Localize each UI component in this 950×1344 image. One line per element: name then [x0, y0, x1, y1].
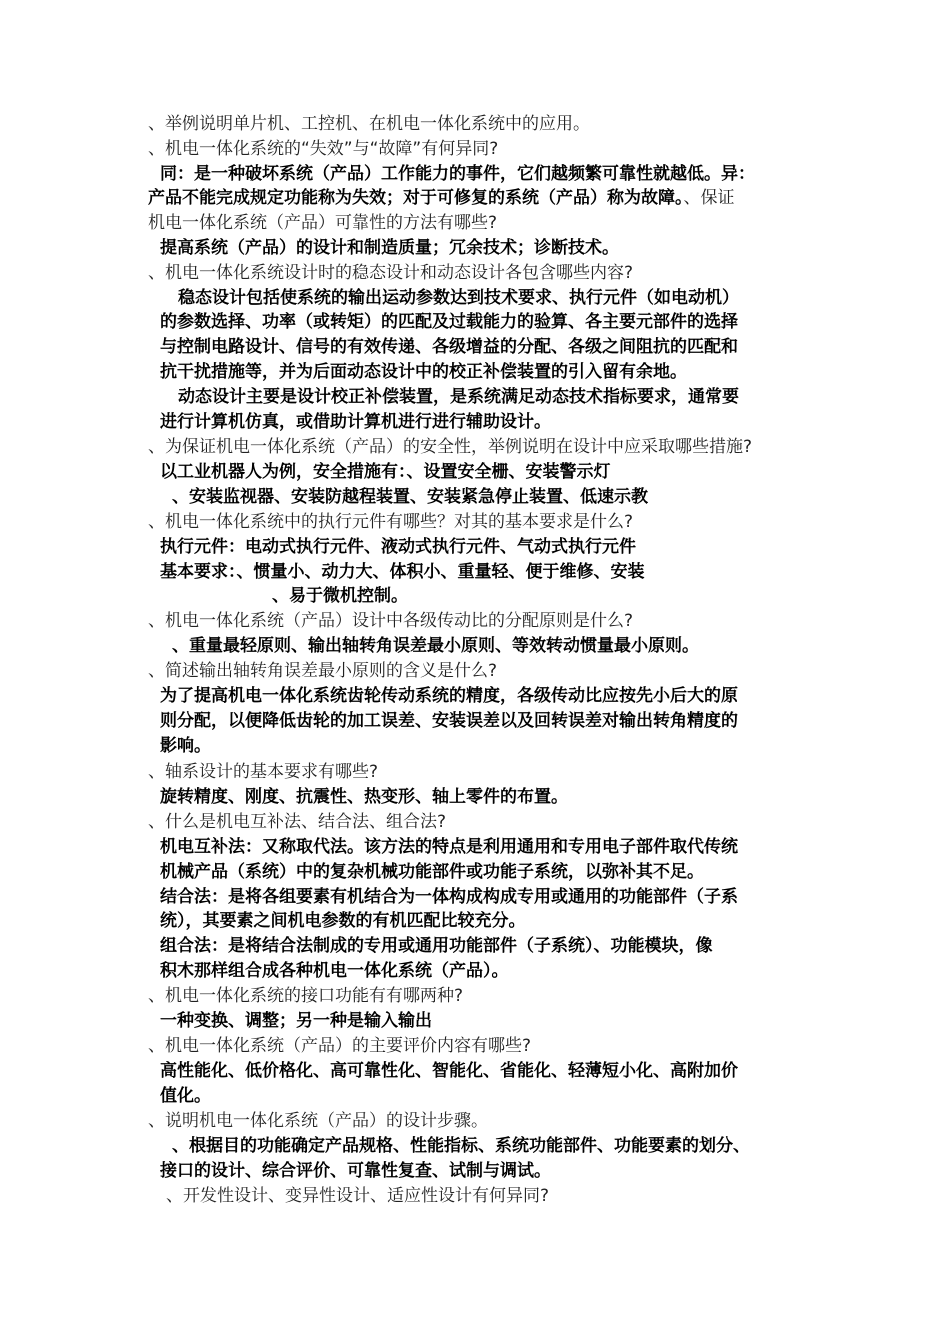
question-line: 、为保证机电一体化系统（产品）的安全性，举例说明在设计中应采取哪些措施?: [148, 437, 753, 457]
answer-line: 执行元件：电动式执行元件、液动式执行元件、气动式执行元件: [160, 537, 636, 557]
question-text: 、保证: [683, 188, 735, 208]
answer-line: 统），其要素之间机电参数的有机匹配比较充分。: [160, 911, 526, 931]
answer-line: 为了提高机电一体化系统齿轮传动系统的精度，各级传动比应按先小后大的原: [160, 686, 738, 706]
answer-line: 机电互补法：又称取代法。该方法的特点是利用通用和专用电子部件取代传统: [160, 837, 738, 857]
answer-line: 动态设计主要是设计校正补偿装置，是系统满足动态技术指标要求，通常要: [178, 387, 739, 407]
answer-line: 高性能化、低价格化、高可靠性化、智能化、省能化、轻薄短小化、高附加价: [160, 1061, 738, 1081]
answer-line: 提高系统（产品）的设计和制造质量；冗余技术；诊断技术。: [160, 238, 619, 258]
mixed-line: [148, 186, 735, 210]
answer-line: 积木那样组合成各种机电一体化系统（产品）。: [160, 961, 509, 981]
question-line: 、轴系设计的基本要求有哪些?: [148, 762, 379, 782]
answer-line: 基本要求：、惯量小、动力大、体积小、重量轻、便于维修、安装: [160, 562, 645, 582]
answer-line: 接口的设计、综合评价、可靠性复查、试制与调试。: [160, 1161, 551, 1181]
answer-text: 产品不能完成规定功能称为失效；对于可修复的系统（产品）称为故障。: [148, 188, 684, 208]
answer-line: 组合法：是将结合法制成的专用或通用功能部件（子系统）、功能模块，像: [160, 936, 713, 956]
answer-line: 、安装监视器、安装防越程装置、安装紧急停止装置、低速示教: [172, 487, 648, 507]
answer-line: 值化。: [160, 1086, 211, 1106]
question-line: 、机电一体化系统中的执行元件有哪些？对其的基本要求是什么?: [148, 512, 634, 532]
answer-line: 与控制电路设计、信号的有效传递、各级增益的分配、各级之间阻抗的匹配和: [160, 337, 738, 357]
question-line: 、机电一体化系统的“失效”与“故障”有何异同?: [148, 139, 499, 159]
answer-line: 机械产品（系统）中的复杂机械功能部件或功能子系统，以弥补其不足。: [160, 862, 704, 882]
question-line: 机电一体化系统（产品）可靠性的方法有哪些?: [148, 213, 498, 233]
answer-line: 影响。: [160, 736, 211, 756]
question-line: 、开发性设计、变异性设计、适应性设计有何异同?: [166, 1186, 550, 1206]
question-line: 、机电一体化系统设计时的稳态设计和动态设计各包含哪些内容?: [148, 263, 634, 283]
answer-line: 以工业机器人为例，安全措施有：、设置安全栅、安装警示灯: [160, 462, 611, 482]
answer-line: 进行计算机仿真，或借助计算机进行进行辅助设计。: [160, 412, 551, 432]
question-line: 、机电一体化系统（产品）的主要评价内容有哪些?: [148, 1036, 532, 1056]
answer-line: 、重量最轻原则、输出轴转角误差最小原则、等效转动惯量最小原则。: [172, 636, 699, 656]
question-line: 、简述输出轴转角误差最小原则的含义是什么?: [148, 661, 498, 681]
question-line: 、什么是机电互补法、结合法、组合法?: [148, 812, 447, 832]
answer-line: 结合法：是将各组要素有机结合为一体构成构成专用或通用的功能部件（子系: [160, 887, 738, 907]
answer-line: 则分配，以便降低齿轮的加工误差、安装误差以及回转误差对输出转角精度的: [160, 711, 738, 731]
question-line: 、机电一体化系统（产品）设计中各级传动比的分配原则是什么?: [148, 611, 634, 631]
answer-line: 、根据目的功能确定产品规格、性能指标、系统功能部件、功能要素的划分、: [172, 1136, 750, 1156]
answer-line: 稳态设计包括使系统的输出运动参数达到技术要求、执行元件（如电动机）: [178, 288, 739, 308]
answer-line: 的参数选择、功率（或转矩）的匹配及过载能力的验算、各主要元部件的选择: [160, 312, 738, 332]
question-line: 、说明机电一体化系统（产品）的设计步骤。: [148, 1111, 488, 1131]
answer-line: 同：是一种破坏系统（产品）工作能力的事件，它们越频繁可靠性就越低。异：: [160, 164, 755, 184]
answer-line: 、易于微机控制。: [272, 586, 408, 606]
question-line: 、举例说明单片机、工控机、在机电一体化系统中的应用。: [148, 114, 590, 134]
answer-line: 旋转精度、刚度、抗震性、热变形、轴上零件的布置。: [160, 787, 568, 807]
question-line: 、机电一体化系统的接口功能有有哪两种?: [148, 986, 464, 1006]
answer-line: 抗干扰措施等，并为后面动态设计中的校正补偿装置的引入留有余地。: [160, 362, 687, 382]
answer-line: 一种变换、调整；另一种是输入输出: [160, 1011, 432, 1031]
